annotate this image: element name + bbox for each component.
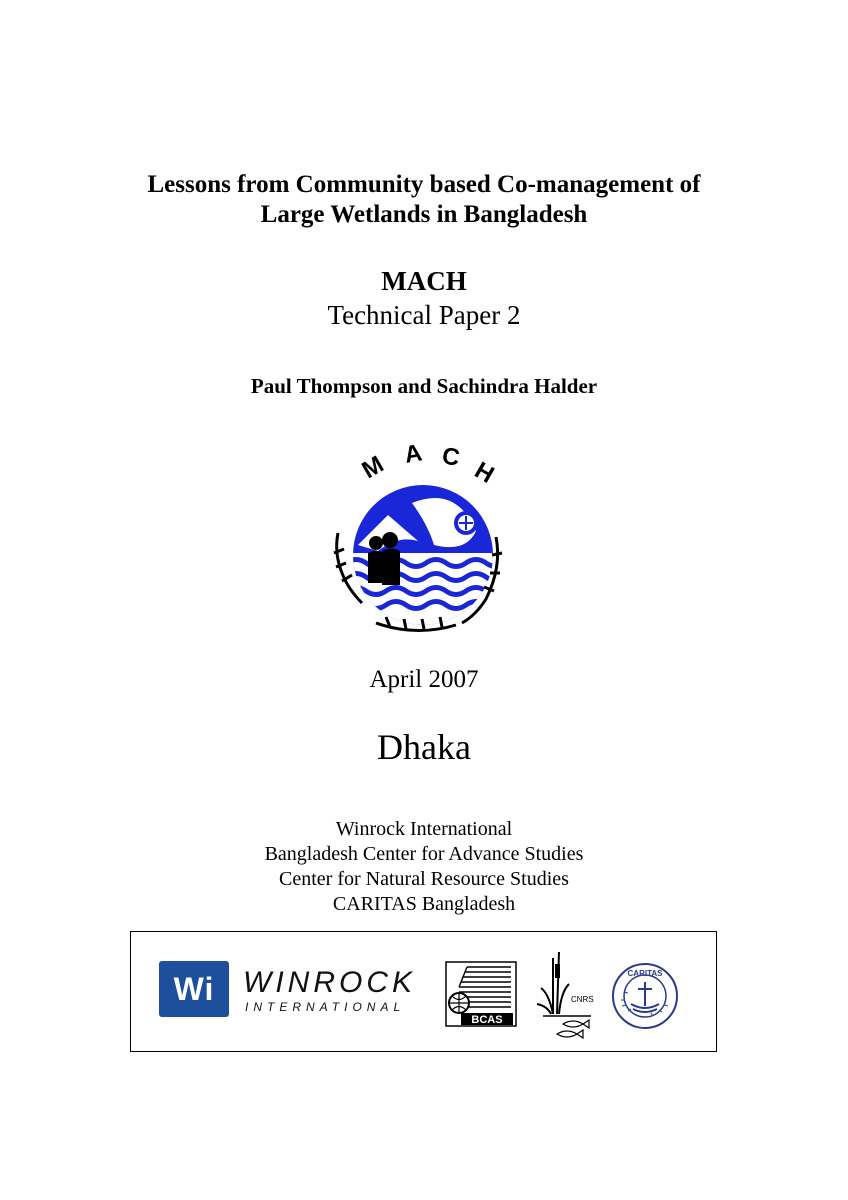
organization-item: CARITAS Bangladesh: [332, 893, 516, 915]
caritas-label: CARITAS: [627, 969, 663, 978]
logo-letter-a: A: [402, 439, 425, 469]
winrock-badge: Wi: [159, 961, 229, 1017]
logo-letter-c: C: [439, 442, 462, 472]
people-figures: [368, 532, 400, 585]
series-name: MACH: [381, 266, 467, 296]
mach-logo: [316, 433, 526, 643]
partner-logos-box: [130, 931, 717, 1052]
caritas-logo: [611, 962, 679, 1030]
organization-list: [0, 817, 848, 917]
document-title: [0, 170, 848, 230]
logo-letter-h: H: [470, 456, 499, 489]
logo-letter-m: M: [357, 450, 389, 485]
winrock-name: WINROCK: [243, 966, 416, 999]
publication-date: April 2007: [369, 666, 479, 693]
cnrs-label: CNRS: [571, 995, 594, 1004]
bcas-label: BCAS: [471, 1014, 503, 1026]
reed-icon: [537, 952, 569, 1014]
publication-place: Dhaka: [377, 727, 471, 767]
winrock-subtitle: INTERNATIONAL: [245, 1000, 406, 1014]
paper-label: Technical Paper 2: [327, 300, 521, 330]
bcas-logo: [445, 961, 517, 1027]
title-line-2: Large Wetlands in Bangladesh: [260, 201, 588, 228]
authors: Paul Thompson and Sachindra Halder: [250, 374, 598, 398]
organization-item: Bangladesh Center for Advance Studies: [264, 843, 584, 865]
title-line-1: Lessons from Community based Co-management of: [147, 171, 701, 198]
cnrs-logo: [535, 948, 597, 1040]
organization-item: Winrock International: [335, 818, 513, 840]
winrock-logo: [159, 961, 424, 1019]
organization-item: Center for Natural Resource Studies: [279, 868, 569, 890]
fish-icon: [557, 1020, 589, 1038]
